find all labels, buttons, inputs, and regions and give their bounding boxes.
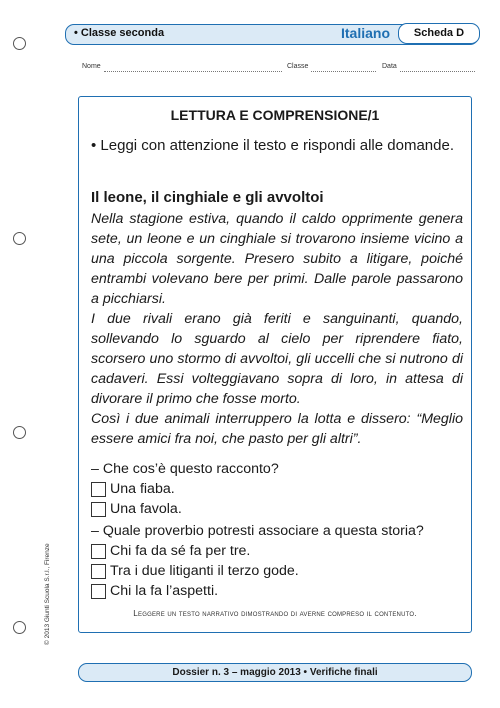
class-field-label: Classe: [287, 63, 309, 70]
learning-objective: Leggere un testo narrativo dimostrando di averne compreso il contenuto.: [133, 609, 417, 618]
worksheet-title: LETTURA E COMPRENSIONE/1: [170, 107, 380, 123]
answer-option[interactable]: [91, 499, 182, 519]
binder-hole-4: [13, 621, 26, 634]
instruction-text: • Leggi con attenzione il testo e rispondi alle domande.: [91, 137, 454, 154]
story-paragraph: Così i due animali interruppero la lotta e dissero: “Meglio essere amici fra noi, che pasto per gli altri”.: [91, 411, 463, 447]
answer-option[interactable]: [91, 479, 175, 499]
class-label: • Classe seconda: [74, 27, 165, 39]
date-field-label: Data: [382, 63, 397, 70]
date-field-line[interactable]: [400, 71, 475, 72]
binder-hole-1: [13, 37, 26, 50]
exercise-box: [78, 96, 472, 633]
subject-label: Italiano: [340, 25, 390, 41]
story-paragraph: I due rivali erano già feriti e sanguinanti, quando, sollevando lo sguardo al cielo per riprendere fiato, scorsero uno stormo di avvoltoi, gli uccelli che si nutrono di cadaveri. Essi volteggiavano sopra di loro, in attesa di divorare il primo che fosse morto.: [91, 311, 463, 407]
story-text: [91, 209, 463, 449]
checkbox-icon[interactable]: [91, 564, 106, 579]
answer-option[interactable]: [91, 561, 299, 581]
sheet-label: Scheda D: [398, 23, 480, 44]
class-field-line[interactable]: [311, 71, 376, 72]
binder-hole-2: [13, 232, 26, 245]
header-band: [65, 24, 479, 45]
binder-hole-3: [13, 426, 26, 439]
checkbox-icon[interactable]: [91, 584, 106, 599]
copyright-notice: © 2013 Giunti Scuola S.r.l., Firenze: [44, 543, 51, 645]
answer-label: Tra i due litiganti il terzo gode.: [110, 563, 299, 579]
story-paragraph: Nella stagione estiva, quando il caldo opprimente genera sete, un leone e un cinghiale si trovarono insieme vicino a una piccola sorgente. Presero subito a litigare, poiché entrambi volevano bere per primi. Dalle parole passarono a picchiarsi.: [91, 211, 463, 307]
answer-label: Chi la fa l’aspetti.: [110, 583, 219, 599]
answer-label: Una fiaba.: [110, 481, 175, 497]
question-2: – Quale proverbio potresti associare a questa storia?: [91, 523, 424, 539]
answer-option[interactable]: [91, 581, 218, 601]
checkbox-icon[interactable]: [91, 544, 106, 559]
name-field-label: Nome: [82, 63, 101, 70]
answer-option[interactable]: [91, 541, 250, 561]
footer-band: Dossier n. 3 – maggio 2013 • Verifiche finali: [78, 663, 472, 682]
checkbox-icon[interactable]: [91, 482, 106, 497]
name-field-line[interactable]: [104, 71, 282, 72]
checkbox-icon[interactable]: [91, 502, 106, 517]
story-title: Il leone, il cinghiale e gli avvoltoi: [91, 189, 324, 206]
answer-label: Chi fa da sé fa per tre.: [110, 543, 251, 559]
question-1: – Che cos’è questo racconto?: [91, 461, 279, 477]
answer-label: Una favola.: [110, 501, 182, 517]
